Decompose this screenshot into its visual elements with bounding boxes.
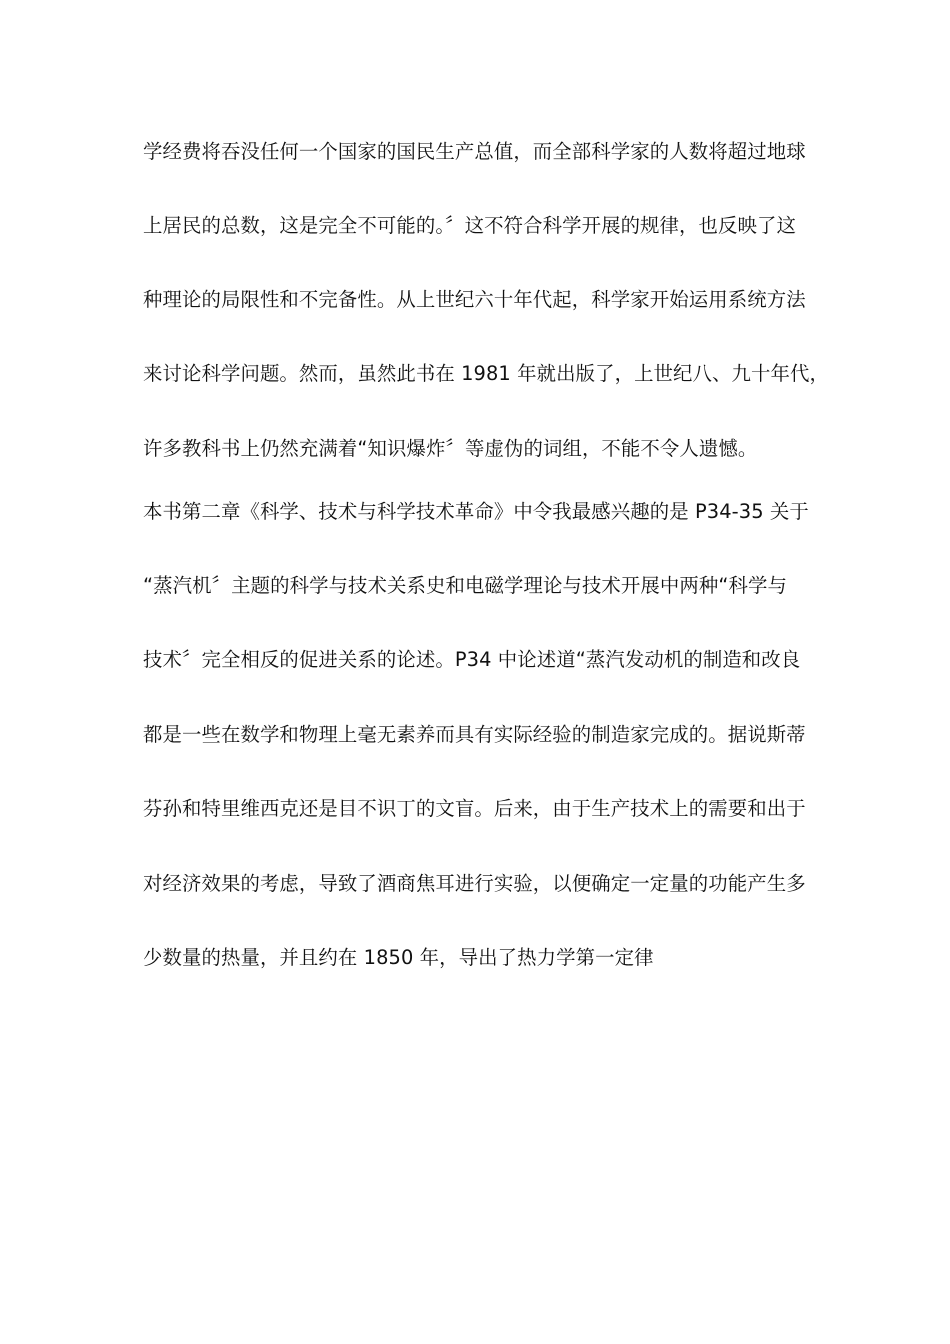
text-line: 来讨论科学问题。然而，虽然此书在 1981 年就出版了，上世纪八、九十年代， bbox=[143, 362, 829, 385]
text-line: 芬孙和特里维西克还是目不识丁的文盲。后来，由于生产技术上的需要和出于 bbox=[143, 797, 806, 820]
text-line: 上居民的总数，这是完全不可能的。〞这不符合科学开展的规律，也反映了这 bbox=[143, 214, 796, 237]
text-line: 种理论的局限性和不完备性。从上世纪六十年代起，科学家开始运用系统方法 bbox=[143, 288, 806, 311]
text-line: 对经济效果的考虑，导致了酒商焦耳进行实验，以便确定一定量的功能产生多 bbox=[143, 872, 806, 895]
text-line: 少数量的热量，并且约在 1850 年，导出了热力学第一定律 bbox=[143, 946, 654, 969]
text-line: 都是一些在数学和物理上毫无素养而具有实际经验的制造家完成的。据说斯蒂 bbox=[143, 723, 806, 746]
text-line: 技术〞完全相反的促进关系的论述。P34 中论述道“蒸汽发动机的制造和改良 bbox=[143, 648, 801, 671]
text-line: 学经费将吞没任何一个国家的国民生产总值，而全部科学家的人数将超过地球 bbox=[143, 140, 806, 163]
text-line: 本书第二章《科学、技术与科学技术革命》中令我最感兴趣的是 P34-35 关于 bbox=[143, 500, 809, 523]
text-line: 许多教科书上仍然充满着“知识爆炸〞等虚伪的词组，不能不令人遗憾。 bbox=[143, 437, 758, 460]
text-line: “蒸汽机〞主题的科学与技术关系史和电磁学理论与技术开展中两种“科学与 bbox=[143, 574, 787, 597]
